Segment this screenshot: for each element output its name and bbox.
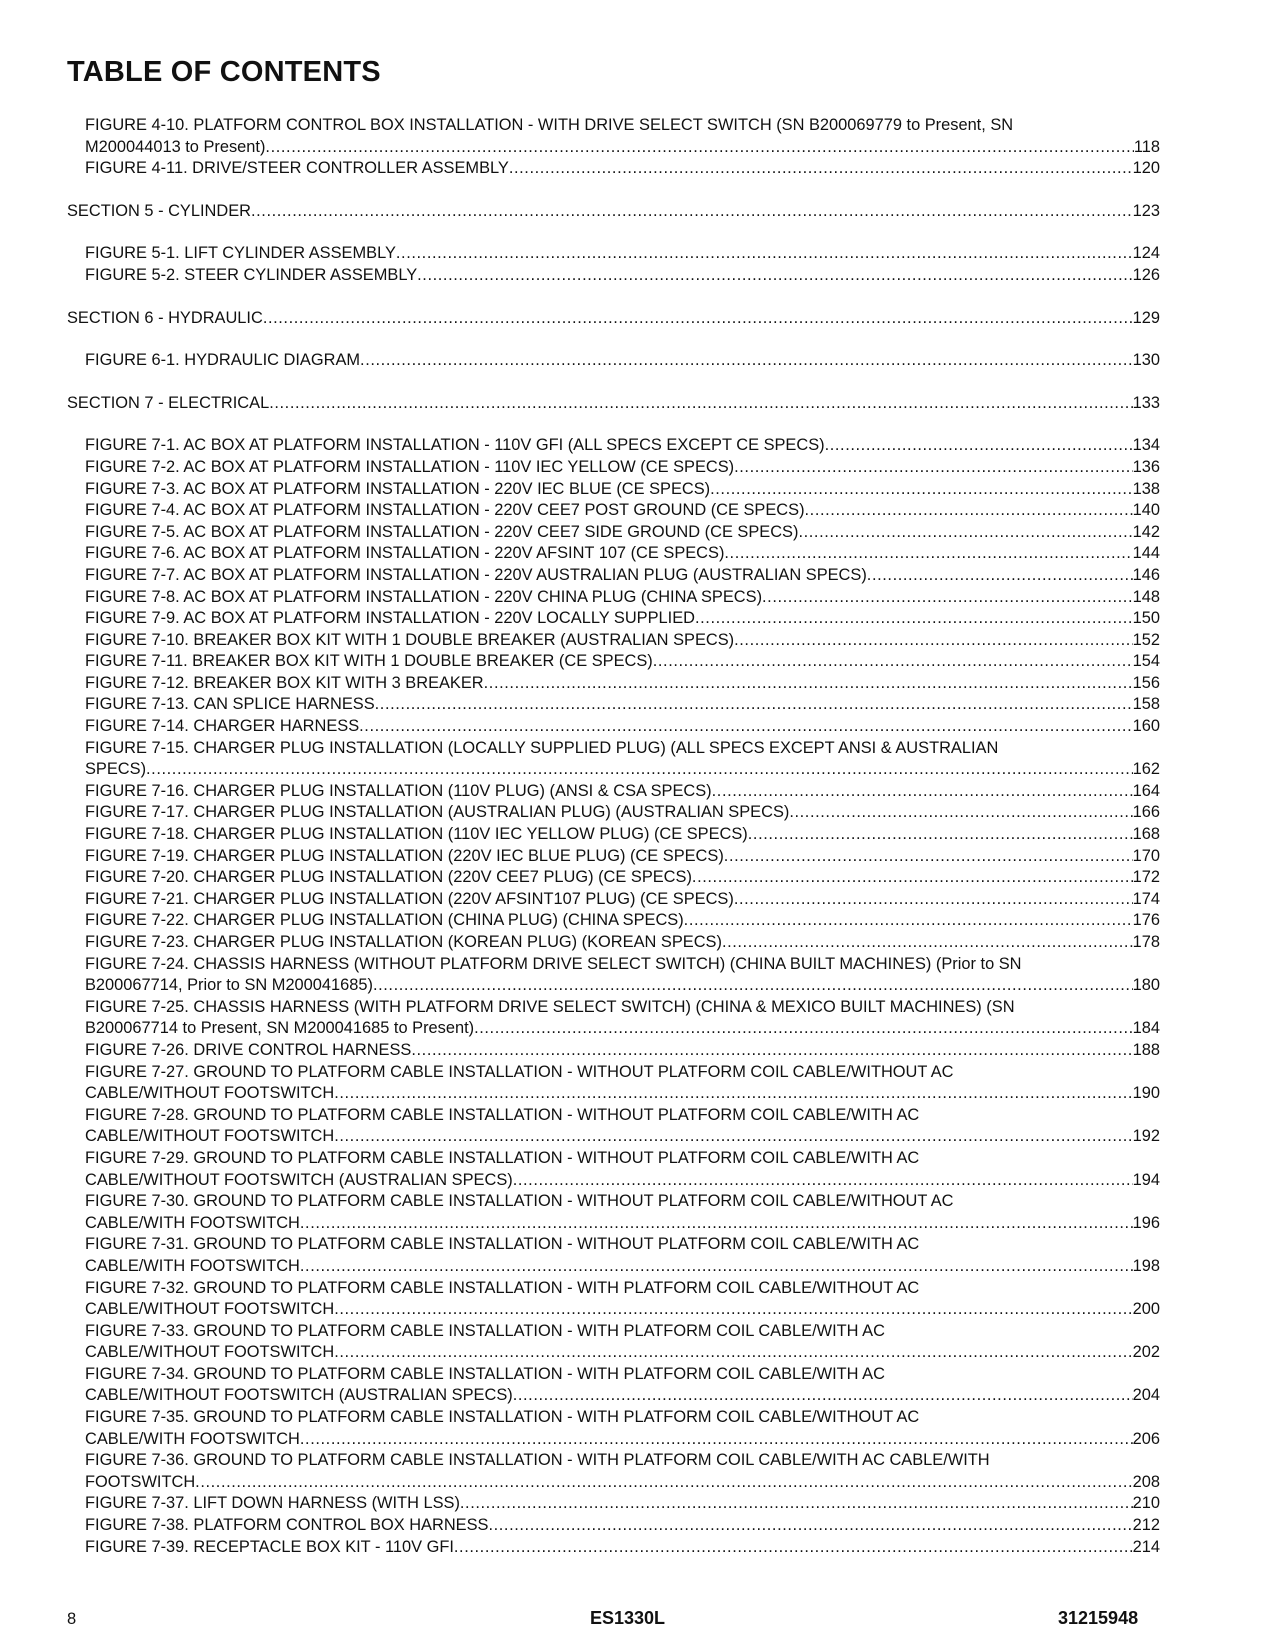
toc-figure-entry[interactable] [67, 673, 1160, 695]
toc-figure-entry[interactable] [67, 910, 1160, 932]
toc-figure-entry[interactable] [67, 1234, 1160, 1277]
toc-entry-page: 196 [1132, 1213, 1160, 1232]
toc-figure-entry[interactable] [67, 479, 1160, 501]
page-title: TABLE OF CONTENTS [67, 56, 381, 88]
toc-entry-page: 162 [1132, 760, 1160, 779]
toc-entry-title: SPECS) [85, 760, 147, 779]
toc-figure-entry[interactable] [67, 694, 1160, 716]
dot-leader [300, 1213, 1133, 1235]
dot-leader [251, 201, 1133, 223]
toc-entry-page: 190 [1132, 1084, 1160, 1103]
toc-entry-title-line: FIGURE 7-36. GROUND TO PLATFORM CABLE INSTALLATION - WITH PLATFORM COIL CABLE/WITH AC CABLE/WITH [85, 1451, 990, 1470]
toc-entry-title-line: FIGURE 4-10. PLATFORM CONTROL BOX INSTALLATION - WITH DRIVE SELECT SWITCH (SN B200069779 to Present, SN [85, 116, 1014, 134]
toc-entry-page: 136 [1132, 457, 1160, 476]
toc-entry-title: SECTION 6 - HYDRAULIC [67, 308, 263, 327]
toc-entry-page: 206 [1132, 1429, 1160, 1448]
toc-entry-title: CABLE/WITH FOOTSWITCH [85, 1256, 300, 1275]
toc-figure-entry[interactable] [67, 587, 1160, 609]
toc-entry-title: FIGURE 7-6. AC BOX AT PLATFORM INSTALLATION - 220V AFSINT 107 (CE SPECS) [85, 544, 725, 563]
toc-entry-page: 140 [1132, 501, 1160, 520]
toc-entry-page: 156 [1132, 673, 1160, 692]
toc-figure-entry[interactable] [67, 889, 1160, 911]
toc-entry-page: 124 [1132, 244, 1160, 263]
toc-entry-title: CABLE/WITH FOOTSWITCH [85, 1213, 300, 1232]
dot-leader [509, 158, 1133, 180]
toc-entry-page: 214 [1132, 1537, 1160, 1556]
toc-entry-page: 172 [1132, 868, 1160, 887]
toc-entry-title: FIGURE 5-2. STEER CYLINDER ASSEMBLY [85, 265, 418, 284]
toc-entry-page: 200 [1132, 1300, 1160, 1319]
footer-model: ES1330L [590, 1608, 666, 1628]
toc-entry-title-line: FIGURE 7-24. CHASSIS HARNESS (WITHOUT PLATFORM DRIVE SELECT SWITCH) (CHINA BUILT MACHINES) (Prior to SN [85, 954, 1022, 973]
toc-entry-title: FIGURE 7-38. PLATFORM CONTROL BOX HARNESS [85, 1516, 489, 1535]
toc-entry-title: FIGURE 7-16. CHARGER PLUG INSTALLATION (110V PLUG) (ANSI & CSA SPECS) [85, 781, 712, 800]
toc-figure-entry[interactable] [67, 997, 1160, 1040]
toc-figure-entry[interactable] [67, 867, 1160, 889]
dot-leader [734, 630, 1133, 652]
toc-entry-page: 188 [1132, 1040, 1160, 1059]
dot-leader [724, 846, 1133, 868]
toc-figure-entry[interactable] [67, 932, 1160, 954]
toc-figure-entry[interactable] [67, 457, 1160, 479]
toc-entry-page: 210 [1132, 1494, 1160, 1513]
dot-leader [195, 1472, 1132, 1494]
toc-entry-title-line: FIGURE 7-34. GROUND TO PLATFORM CABLE INSTALLATION - WITH PLATFORM COIL CABLE/WITH AC [85, 1364, 885, 1383]
toc-figure-entry[interactable] [67, 1537, 1160, 1559]
toc-figure-entry[interactable] [67, 781, 1160, 803]
dot-leader [411, 1040, 1132, 1062]
toc-entry-title: B200067714 to Present, SN M200041685 to Present) [85, 1019, 475, 1038]
dot-leader [710, 479, 1133, 501]
dot-leader [513, 1170, 1133, 1192]
dot-leader [334, 1083, 1132, 1105]
dot-leader [684, 910, 1133, 932]
dot-leader [375, 694, 1133, 716]
dot-leader [359, 716, 1132, 738]
toc-figure-entry[interactable] [67, 1407, 1160, 1450]
toc-entry-title: FIGURE 7-9. AC BOX AT PLATFORM INSTALLATION - 220V LOCALLY SUPPLIED [85, 609, 695, 628]
toc-entry-title-line: FIGURE 7-30. GROUND TO PLATFORM CABLE INSTALLATION - WITHOUT PLATFORM COIL CABLE/WITHOUT AC [85, 1192, 954, 1211]
toc-entry-title: FIGURE 5-1. LIFT CYLINDER ASSEMBLY [85, 244, 396, 263]
dot-leader [748, 824, 1133, 846]
toc-entry-title: CABLE/WITHOUT FOOTSWITCH (AUSTRALIAN SPECS) [85, 1386, 513, 1405]
dot-leader [334, 1126, 1132, 1148]
toc-entry-page: 150 [1132, 609, 1160, 628]
toc-figure-entry[interactable] [67, 1191, 1160, 1234]
footer-doc-number: 31215948 [1058, 1608, 1139, 1628]
dot-leader [789, 802, 1132, 824]
dot-leader [798, 522, 1132, 544]
toc-entry-page: 208 [1132, 1472, 1160, 1491]
toc-figure-entry[interactable] [67, 802, 1160, 824]
dot-leader [805, 500, 1133, 522]
toc-entry-title-line: FIGURE 7-27. GROUND TO PLATFORM CABLE INSTALLATION - WITHOUT PLATFORM COIL CABLE/WITHOUT AC [85, 1062, 954, 1081]
dot-leader [734, 889, 1133, 911]
toc-entry-title: FIGURE 7-17. CHARGER PLUG INSTALLATION (AUSTRALIAN PLUG) (AUSTRALIAN SPECS) [85, 803, 790, 822]
toc-entry-page: 178 [1132, 933, 1160, 951]
toc-entry-title: FIGURE 7-18. CHARGER PLUG INSTALLATION (110V IEC YELLOW PLUG) (CE SPECS) [85, 825, 748, 844]
footer-page-number: 8 [67, 1610, 77, 1628]
toc-figure-entry[interactable] [67, 824, 1160, 846]
toc-figure-entry[interactable] [67, 500, 1160, 522]
dot-leader [263, 308, 1133, 330]
dot-leader [373, 975, 1133, 997]
toc-entry-page: 133 [1132, 393, 1160, 412]
toc-entry-page: 198 [1132, 1256, 1160, 1275]
toc-entry-page: 192 [1132, 1127, 1160, 1146]
toc-entry-title: FIGURE 7-3. AC BOX AT PLATFORM INSTALLATION - 220V IEC BLUE (CE SPECS) [85, 479, 711, 498]
toc-entry-page: 144 [1132, 544, 1160, 563]
toc-section-entry[interactable] [67, 201, 1160, 223]
toc-entry-title: CABLE/WITHOUT FOOTSWITCH [85, 1084, 335, 1103]
toc-entry-page: 120 [1132, 159, 1160, 178]
dot-leader [867, 565, 1133, 587]
toc-entry-title: CABLE/WITHOUT FOOTSWITCH [85, 1300, 335, 1319]
dot-leader [695, 608, 1133, 630]
toc-section-entry[interactable] [67, 393, 1160, 415]
toc-entry-page: 170 [1132, 846, 1160, 865]
toc-entry-title-line: FIGURE 7-29. GROUND TO PLATFORM CABLE INSTALLATION - WITHOUT PLATFORM COIL CABLE/WITH AC [85, 1148, 920, 1167]
toc-entry-title-line: FIGURE 7-32. GROUND TO PLATFORM CABLE INSTALLATION - WITH PLATFORM COIL CABLE/WITHOUT AC [85, 1278, 920, 1297]
toc-figure-entry[interactable] [67, 954, 1160, 997]
toc-entry-title: CABLE/WITH FOOTSWITCH [85, 1429, 300, 1448]
toc-entry-title-line: FIGURE 7-31. GROUND TO PLATFORM CABLE INSTALLATION - WITHOUT PLATFORM COIL CABLE/WITH AC [85, 1235, 920, 1254]
toc-list [67, 115, 1160, 1558]
toc-figure-entry[interactable] [67, 350, 1160, 372]
dot-leader [265, 137, 1133, 159]
toc-section-entry[interactable] [67, 308, 1160, 330]
toc-entry-title: FIGURE 7-22. CHARGER PLUG INSTALLATION (CHINA PLUG) (CHINA SPECS) [85, 911, 684, 930]
toc-entry-page: 152 [1132, 630, 1160, 649]
toc-figure-entry[interactable] [67, 522, 1160, 544]
toc-figure-entry[interactable] [67, 1148, 1160, 1191]
toc-figure-entry[interactable] [67, 1278, 1160, 1321]
dot-leader [712, 781, 1133, 803]
toc-entry-page: 164 [1132, 781, 1160, 800]
toc-entry-title: FIGURE 6-1. HYDRAULIC DIAGRAM [85, 351, 361, 370]
toc-entry-title: FIGURE 7-12. BREAKER BOX KIT WITH 3 BREAKER [85, 673, 484, 692]
toc-entry-title: FIGURE 7-11. BREAKER BOX KIT WITH 1 DOUBLE BREAKER (CE SPECS) [85, 652, 653, 671]
toc-entry-title: FIGURE 7-23. CHARGER PLUG INSTALLATION (KOREAN PLUG) (KOREAN SPECS) [85, 933, 722, 951]
toc-entry-title: FIGURE 7-37. LIFT DOWN HARNESS (WITH LSS) [85, 1494, 460, 1513]
toc-figure-entry[interactable] [67, 265, 1160, 287]
toc-entry-title: CABLE/WITHOUT FOOTSWITCH [85, 1343, 335, 1362]
toc-figure-entry[interactable] [67, 1321, 1160, 1364]
toc-entry-title: FIGURE 7-7. AC BOX AT PLATFORM INSTALLATION - 220V AUSTRALIAN PLUG (AUSTRALIAN SPECS) [85, 565, 867, 584]
dot-leader [300, 1256, 1133, 1278]
toc-entry-title-line: FIGURE 7-33. GROUND TO PLATFORM CABLE INSTALLATION - WITH PLATFORM COIL CABLE/WITH AC [85, 1321, 885, 1340]
toc-entry-page: 148 [1132, 587, 1160, 606]
dot-leader [474, 1018, 1133, 1040]
dot-leader [825, 435, 1133, 457]
toc-figure-entry[interactable] [67, 1493, 1160, 1515]
toc-entry-page: 202 [1132, 1343, 1160, 1362]
toc-entry-title: FIGURE 7-21. CHARGER PLUG INSTALLATION (220V AFSINT107 PLUG) (CE SPECS) [85, 889, 734, 908]
dot-leader [146, 759, 1133, 781]
dot-leader [460, 1493, 1133, 1515]
toc-entry-page: 166 [1132, 803, 1160, 822]
dot-leader [417, 265, 1132, 287]
toc-figure-entry[interactable] [67, 1364, 1160, 1407]
toc-entry-title: SECTION 5 - CYLINDER [67, 201, 251, 220]
toc-entry-title: FIGURE 7-8. AC BOX AT PLATFORM INSTALLATION - 220V CHINA PLUG (CHINA SPECS) [85, 587, 763, 606]
toc-entry-page: 204 [1132, 1386, 1160, 1405]
toc-figure-entry[interactable] [67, 1062, 1160, 1105]
toc-entry-title: SECTION 7 - ELECTRICAL [67, 393, 270, 412]
toc-entry-page: 158 [1132, 695, 1160, 714]
toc-entry-title: FIGURE 7-10. BREAKER BOX KIT WITH 1 DOUBLE BREAKER (AUSTRALIAN SPECS) [85, 630, 735, 649]
toc-entry-title: FOOTSWITCH [85, 1472, 196, 1491]
toc-figure-entry[interactable] [67, 158, 1160, 180]
toc-entry-page: 118 [1133, 137, 1160, 156]
toc-figure-entry[interactable] [67, 651, 1160, 673]
toc-entry-title: FIGURE 7-19. CHARGER PLUG INSTALLATION (220V IEC BLUE PLUG) (CE SPECS) [85, 846, 724, 865]
dot-leader [762, 587, 1133, 609]
toc-entry-page: 142 [1132, 522, 1160, 541]
dot-leader [360, 350, 1133, 372]
toc-entry-title: M200044013 to Present) [85, 137, 266, 156]
dot-leader [488, 1515, 1132, 1537]
dot-leader [334, 1342, 1132, 1364]
dot-leader [724, 543, 1132, 565]
toc-entry-title-line: FIGURE 7-15. CHARGER PLUG INSTALLATION (LOCALLY SUPPLIED PLUG) (ALL SPECS EXCEPT ANSI & AUSTRALIAN [85, 738, 999, 757]
toc-figure-entry[interactable] [67, 543, 1160, 565]
toc-entry-page: 184 [1132, 1019, 1160, 1038]
toc-figure-entry[interactable] [67, 1515, 1160, 1537]
toc-entry-page: 180 [1132, 976, 1160, 995]
toc-figure-entry[interactable] [67, 1105, 1160, 1148]
toc-entry-page: 176 [1132, 911, 1160, 930]
toc-entry-title: FIGURE 7-2. AC BOX AT PLATFORM INSTALLATION - 110V IEC YELLOW (CE SPECS) [85, 457, 735, 476]
toc-entry-page: 194 [1132, 1170, 1160, 1189]
dot-leader [692, 867, 1133, 889]
toc-figure-entry[interactable] [67, 1040, 1160, 1062]
dot-leader [484, 673, 1133, 695]
toc-entry-page: 123 [1132, 201, 1160, 220]
toc-entry-page: 130 [1132, 351, 1160, 370]
dot-leader [300, 1429, 1133, 1451]
toc-entry-title: CABLE/WITHOUT FOOTSWITCH [85, 1127, 335, 1146]
toc-entry-page: 126 [1132, 265, 1160, 284]
dot-leader [454, 1537, 1133, 1559]
toc-entry-title: FIGURE 7-13. CAN SPLICE HARNESS [85, 695, 375, 714]
toc-entry-title: FIGURE 7-26. DRIVE CONTROL HARNESS [85, 1040, 412, 1059]
toc-entry-title: CABLE/WITHOUT FOOTSWITCH (AUSTRALIAN SPECS) [85, 1170, 513, 1189]
toc-figure-entry[interactable] [67, 846, 1160, 868]
toc-entry-title-line: FIGURE 7-25. CHASSIS HARNESS (WITH PLATFORM DRIVE SELECT SWITCH) (CHINA & MEXICO BUILT MACHINES) (SN [85, 997, 1015, 1016]
toc-figure-entry[interactable] [67, 630, 1160, 652]
toc-entry-page: 134 [1132, 436, 1160, 455]
toc-figure-entry[interactable] [67, 1450, 1160, 1493]
dot-leader [334, 1299, 1132, 1321]
toc-entry-title-line: FIGURE 7-35. GROUND TO PLATFORM CABLE INSTALLATION - WITH PLATFORM COIL CABLE/WITHOUT AC [85, 1408, 920, 1427]
toc-entry-title: FIGURE 7-20. CHARGER PLUG INSTALLATION (220V CEE7 PLUG) (CE SPECS) [85, 868, 692, 887]
toc-entry-title: FIGURE 7-4. AC BOX AT PLATFORM INSTALLATION - 220V CEE7 POST GROUND (CE SPECS) [85, 501, 805, 520]
toc-figure-entry[interactable] [67, 435, 1160, 457]
toc-entry-page: 138 [1132, 479, 1160, 498]
toc-figure-entry[interactable] [67, 608, 1160, 630]
toc-entry-page: 174 [1132, 889, 1160, 908]
toc-entry-title: FIGURE 7-1. AC BOX AT PLATFORM INSTALLATION - 110V GFI (ALL SPECS EXCEPT CE SPECS) [85, 436, 825, 455]
dot-leader [722, 932, 1133, 954]
toc-entry-title: FIGURE 4-11. DRIVE/STEER CONTROLLER ASSEMBLY [85, 159, 509, 178]
dot-leader [269, 393, 1132, 415]
toc-entry-page: 160 [1132, 717, 1160, 736]
toc-figure-entry[interactable] [67, 115, 1160, 158]
toc-entry-page: 154 [1132, 652, 1160, 671]
toc-entry-title: FIGURE 7-5. AC BOX AT PLATFORM INSTALLATION - 220V CEE7 SIDE GROUND (CE SPECS) [85, 522, 799, 541]
toc-entry-title-line: FIGURE 7-28. GROUND TO PLATFORM CABLE INSTALLATION - WITHOUT PLATFORM COIL CABLE/WITH AC [85, 1105, 920, 1124]
toc-entry-page: 168 [1132, 825, 1160, 844]
toc-entry-title: B200067714, Prior to SN M200041685) [85, 976, 373, 995]
dot-leader [513, 1385, 1133, 1407]
toc-figure-entry[interactable] [67, 716, 1160, 738]
toc-entry-title: FIGURE 7-39. RECEPTACLE BOX KIT - 110V GFI [85, 1537, 454, 1556]
dot-leader [653, 651, 1133, 673]
toc-entry-title: FIGURE 7-14. CHARGER HARNESS [85, 717, 360, 736]
dot-leader [734, 457, 1133, 479]
toc-entry-page: 212 [1132, 1516, 1160, 1535]
toc-entry-page: 129 [1132, 308, 1160, 327]
toc-figure-entry[interactable] [67, 243, 1160, 265]
dot-leader [396, 243, 1133, 265]
toc-figure-entry[interactable] [67, 738, 1160, 781]
toc-figure-entry[interactable] [67, 565, 1160, 587]
toc-entry-page: 146 [1132, 565, 1160, 584]
